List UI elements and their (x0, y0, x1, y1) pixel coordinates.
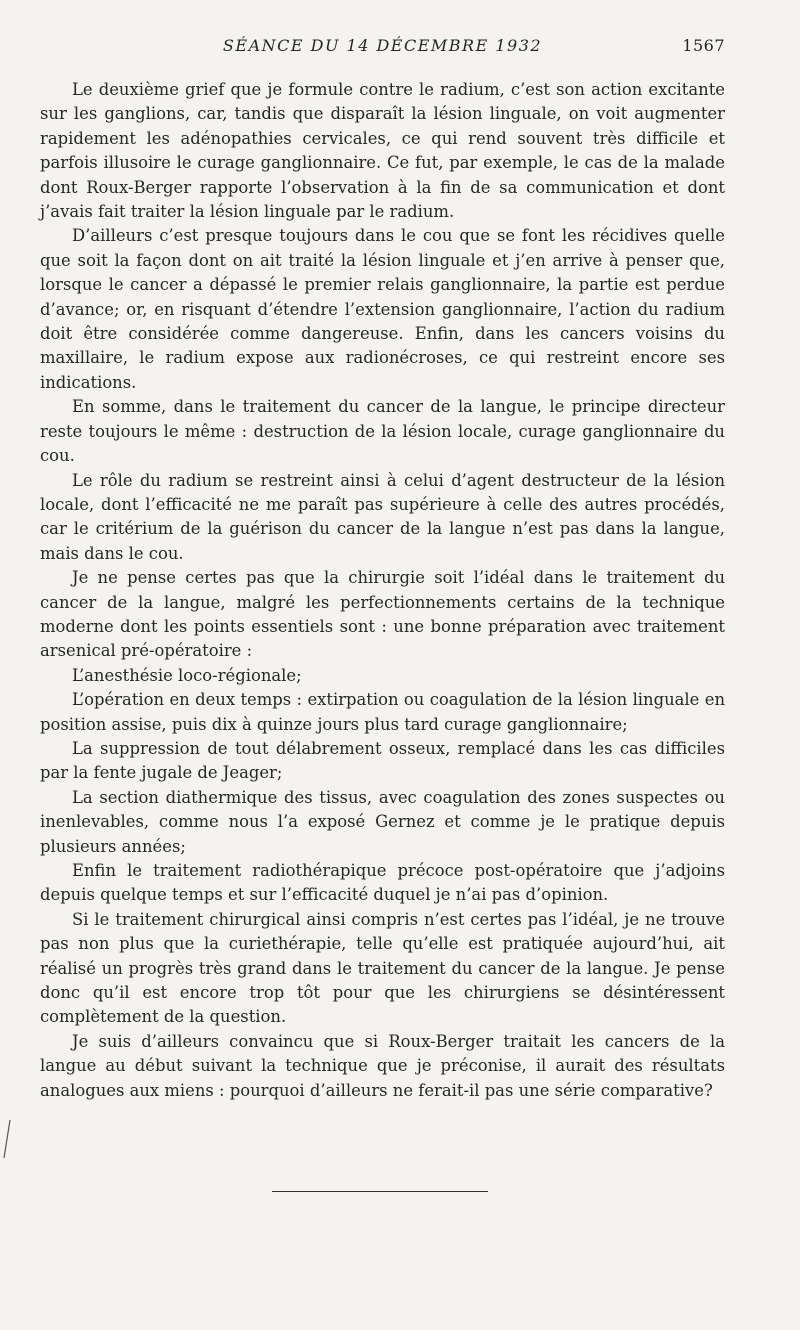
closing-rule (272, 1191, 488, 1192)
paragraph: En somme, dans le traitement du cancer de la langue, le principe directeur reste toujours le même : destruction de la lésion locale, curage ganglionnaire du cou. (40, 397, 725, 466)
paragraph: La suppression de tout délabrement osseux, remplacé dans les cas difficiles par la fente jugale de Jeager; (40, 738, 725, 783)
page-header (40, 36, 725, 60)
paragraph: Je suis d’ailleurs convaincu que si Roux-Berger traitait les cancers de la langue au début suivant la technique que je préconise, il aurait des résultats analogues aux miens : pourquoi d’ailleurs ne ferait-il pas une série comparative? (40, 1031, 725, 1100)
page-number: 1567 (682, 36, 725, 55)
paragraph: Le deuxième grief que je formule contre le radium, c’est son action excitante sur les ganglions, car, tandis que disparaît la lésion linguale, on voit augmenter rapidement les adénopathies cervicales, ce qui rend souvent très difficile et parfois illusoire le curage ganglionnaire. Ce fut, par exemple, le cas de la malade dont Roux-Berger rapporte l’observation à la fin de sa communication et dont j’avais fait traiter la lésion linguale par le radium. (40, 80, 725, 222)
paragraph: D’ailleurs c’est presque toujours dans le cou que se font les récidives quelle que soit la façon dont on ait traité la lésion linguale et j’en arrive à penser que, lorsque le cancer a dépassé le premier relais ganglionnaire, la partie est perdue d’avance; or, en risquant d’étendre l’extension ganglionnaire, l’action du radium doit être considérée comme dangereuse. Enfin, dans les cancers voisins du maxillaire, le radium expose aux radionécroses, ce qui restreint encore ses indications. (40, 226, 725, 392)
body-text (40, 78, 725, 1103)
paragraph: L’anesthésie loco-régionale; (72, 665, 302, 685)
paragraph: Je ne pense certes pas que la chirurgie soit l’idéal dans le traitement du cancer de la langue, malgré les perfectionnements certains de la technique moderne dont les points essentiels sont : une bonne préparation avec traitement arsenical pré-opératoire : (40, 568, 725, 661)
paragraph: Enfin le traitement radiothérapique précoce post-opératoire que j’adjoins depuis quelque temps et sur l’efficacité duquel je n’ai pas d’opinion. (40, 861, 725, 905)
paragraph: La section diathermique des tissus, avec coagulation des zones suspectes ou inenlevables, comme nous l’a exposé Gernez et comme je le pratique depuis plusieurs années; (40, 787, 725, 856)
paragraph: Si le traitement chirurgical ainsi compris n’est certes pas l’idéal, je ne trouve pas non plus que la curiethérapie, telle qu’elle est pratiquée aujourd’hui, ait réalisé un progrès très grand dans le traitement du cancer de la langue. Je pense donc qu’il est encore trop tôt pour que les chirurgiens se désintéressent complètement de la question. (40, 909, 725, 1027)
paragraph: L’opération en deux temps : extirpation ou coagulation de la lésion linguale en position assise, puis dix à quinze jours plus tard curage ganglionnaire; (40, 690, 725, 734)
margin-pencil-mark (2, 1118, 12, 1160)
running-title: SÉANCE DU 14 DÉCEMBRE 1932 (222, 36, 543, 55)
paragraph: Le rôle du radium se restreint ainsi à celui d’agent destructeur de la lésion locale, dont l’efficacité ne me paraît pas supérieure à celle des autres procédés, car le critérium de la guérison du cancer de la langue n’est pas dans la langue, mais dans le cou. (40, 470, 725, 563)
